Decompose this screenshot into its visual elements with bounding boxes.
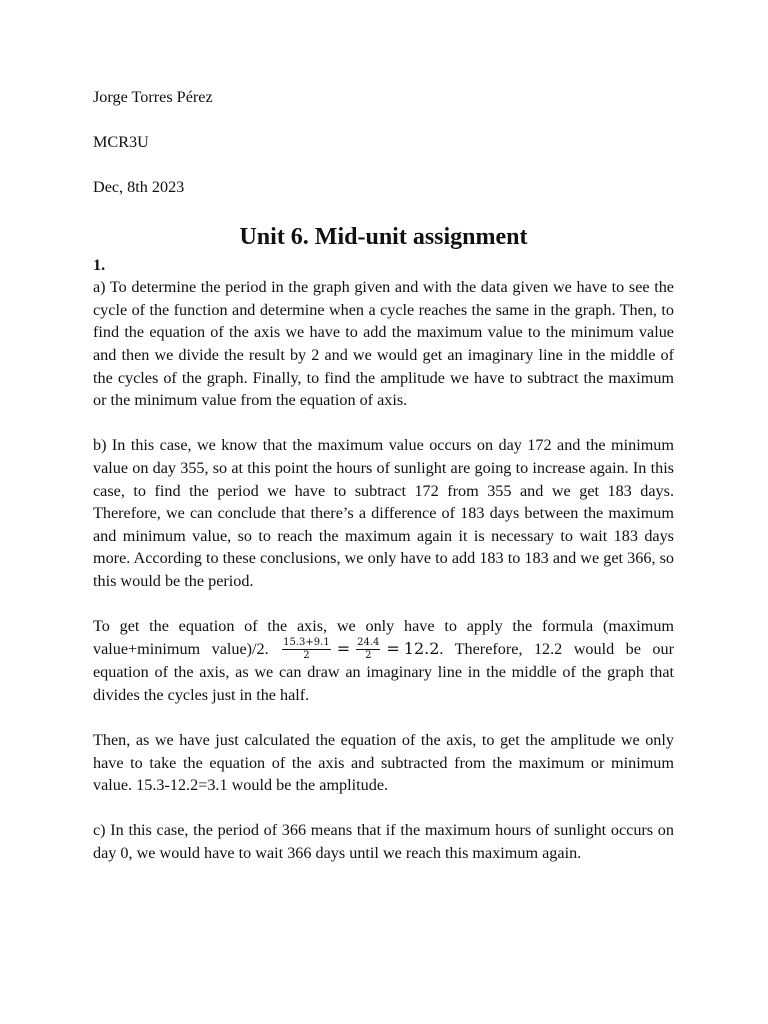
paragraph-amplitude: Then, as we have just calculated the equation of the axis, to get the amplitude we only have to take the equation of the axis and subtracted from the maximum or minimum value. 15.3-12.2=3.1 would be the amplitude. [93, 730, 674, 795]
equals-sign-1: = [336, 638, 351, 658]
paragraph-c: c) In this case, the period of 366 means that if the maximum hours of sunlight occurs on day 0, we would have to wait 366 days until we reach this maximum again. [93, 821, 674, 862]
question-number: 1. [93, 255, 106, 274]
fraction-total-numerator: 24.4 [357, 637, 380, 649]
document-body [93, 86, 674, 865]
course-code: MCR3U [93, 133, 149, 152]
page-title: Unit 6. Mid-unit assignment [239, 223, 528, 250]
fraction-sum [282, 638, 331, 661]
paragraph-b: b) In this case, we know that the maximum value occurs on day 172 and the minimum value on day 355, so at this point the hours of sunlight are going to increase again. In this case, to find the period we have to subtract 172 from 355 and we get 183 days. Therefore, we can conclude that there’s a difference of 183 days between the maximum and minimum value, so to reach the maximum again it is necessary to wait 183 days more. According to these conclusions, we only have to add 183 to 183 and we get 366, so this would be the period. [93, 436, 674, 590]
document-date: Dec, 8th 2023 [93, 178, 185, 197]
fraction-sum-denominator: 2 [303, 650, 310, 662]
equals-sign-2: = [386, 638, 400, 658]
paragraph-axis [93, 615, 674, 706]
equation-result: 12.2 [403, 638, 440, 658]
paragraph-a: a) To determine the period in the graph given and with the data given we have to see the cycle of the function and determine when a cycle reaches the same in the graph. Then, to find the equation of the axis we have to add the maximum value to the minimum value and then we divide the result by 2 and we would get an imaginary line in the middle of the cycles of the graph. Finally, to find the amplitude we have to subtract the maximum or the minimum value from the equation of axis. [93, 278, 674, 410]
fraction-sum-numerator: 15.3+9.1 [283, 637, 330, 649]
author-name: Jorge Torres Pérez [93, 88, 213, 106]
fraction-total [356, 638, 380, 661]
axis-outro-text: . Therefore, 12.2 would be our equation of the axis, as we can draw an imaginary line in the middle of the graph that divides the cycles just in the half. [93, 639, 674, 704]
axis-equation [280, 637, 440, 662]
axis-intro-text: To get the equation of the axis, we only have to apply the formula (maximum value+minimum value)/2. [93, 617, 674, 658]
fraction-total-denominator: 2 [365, 650, 372, 662]
